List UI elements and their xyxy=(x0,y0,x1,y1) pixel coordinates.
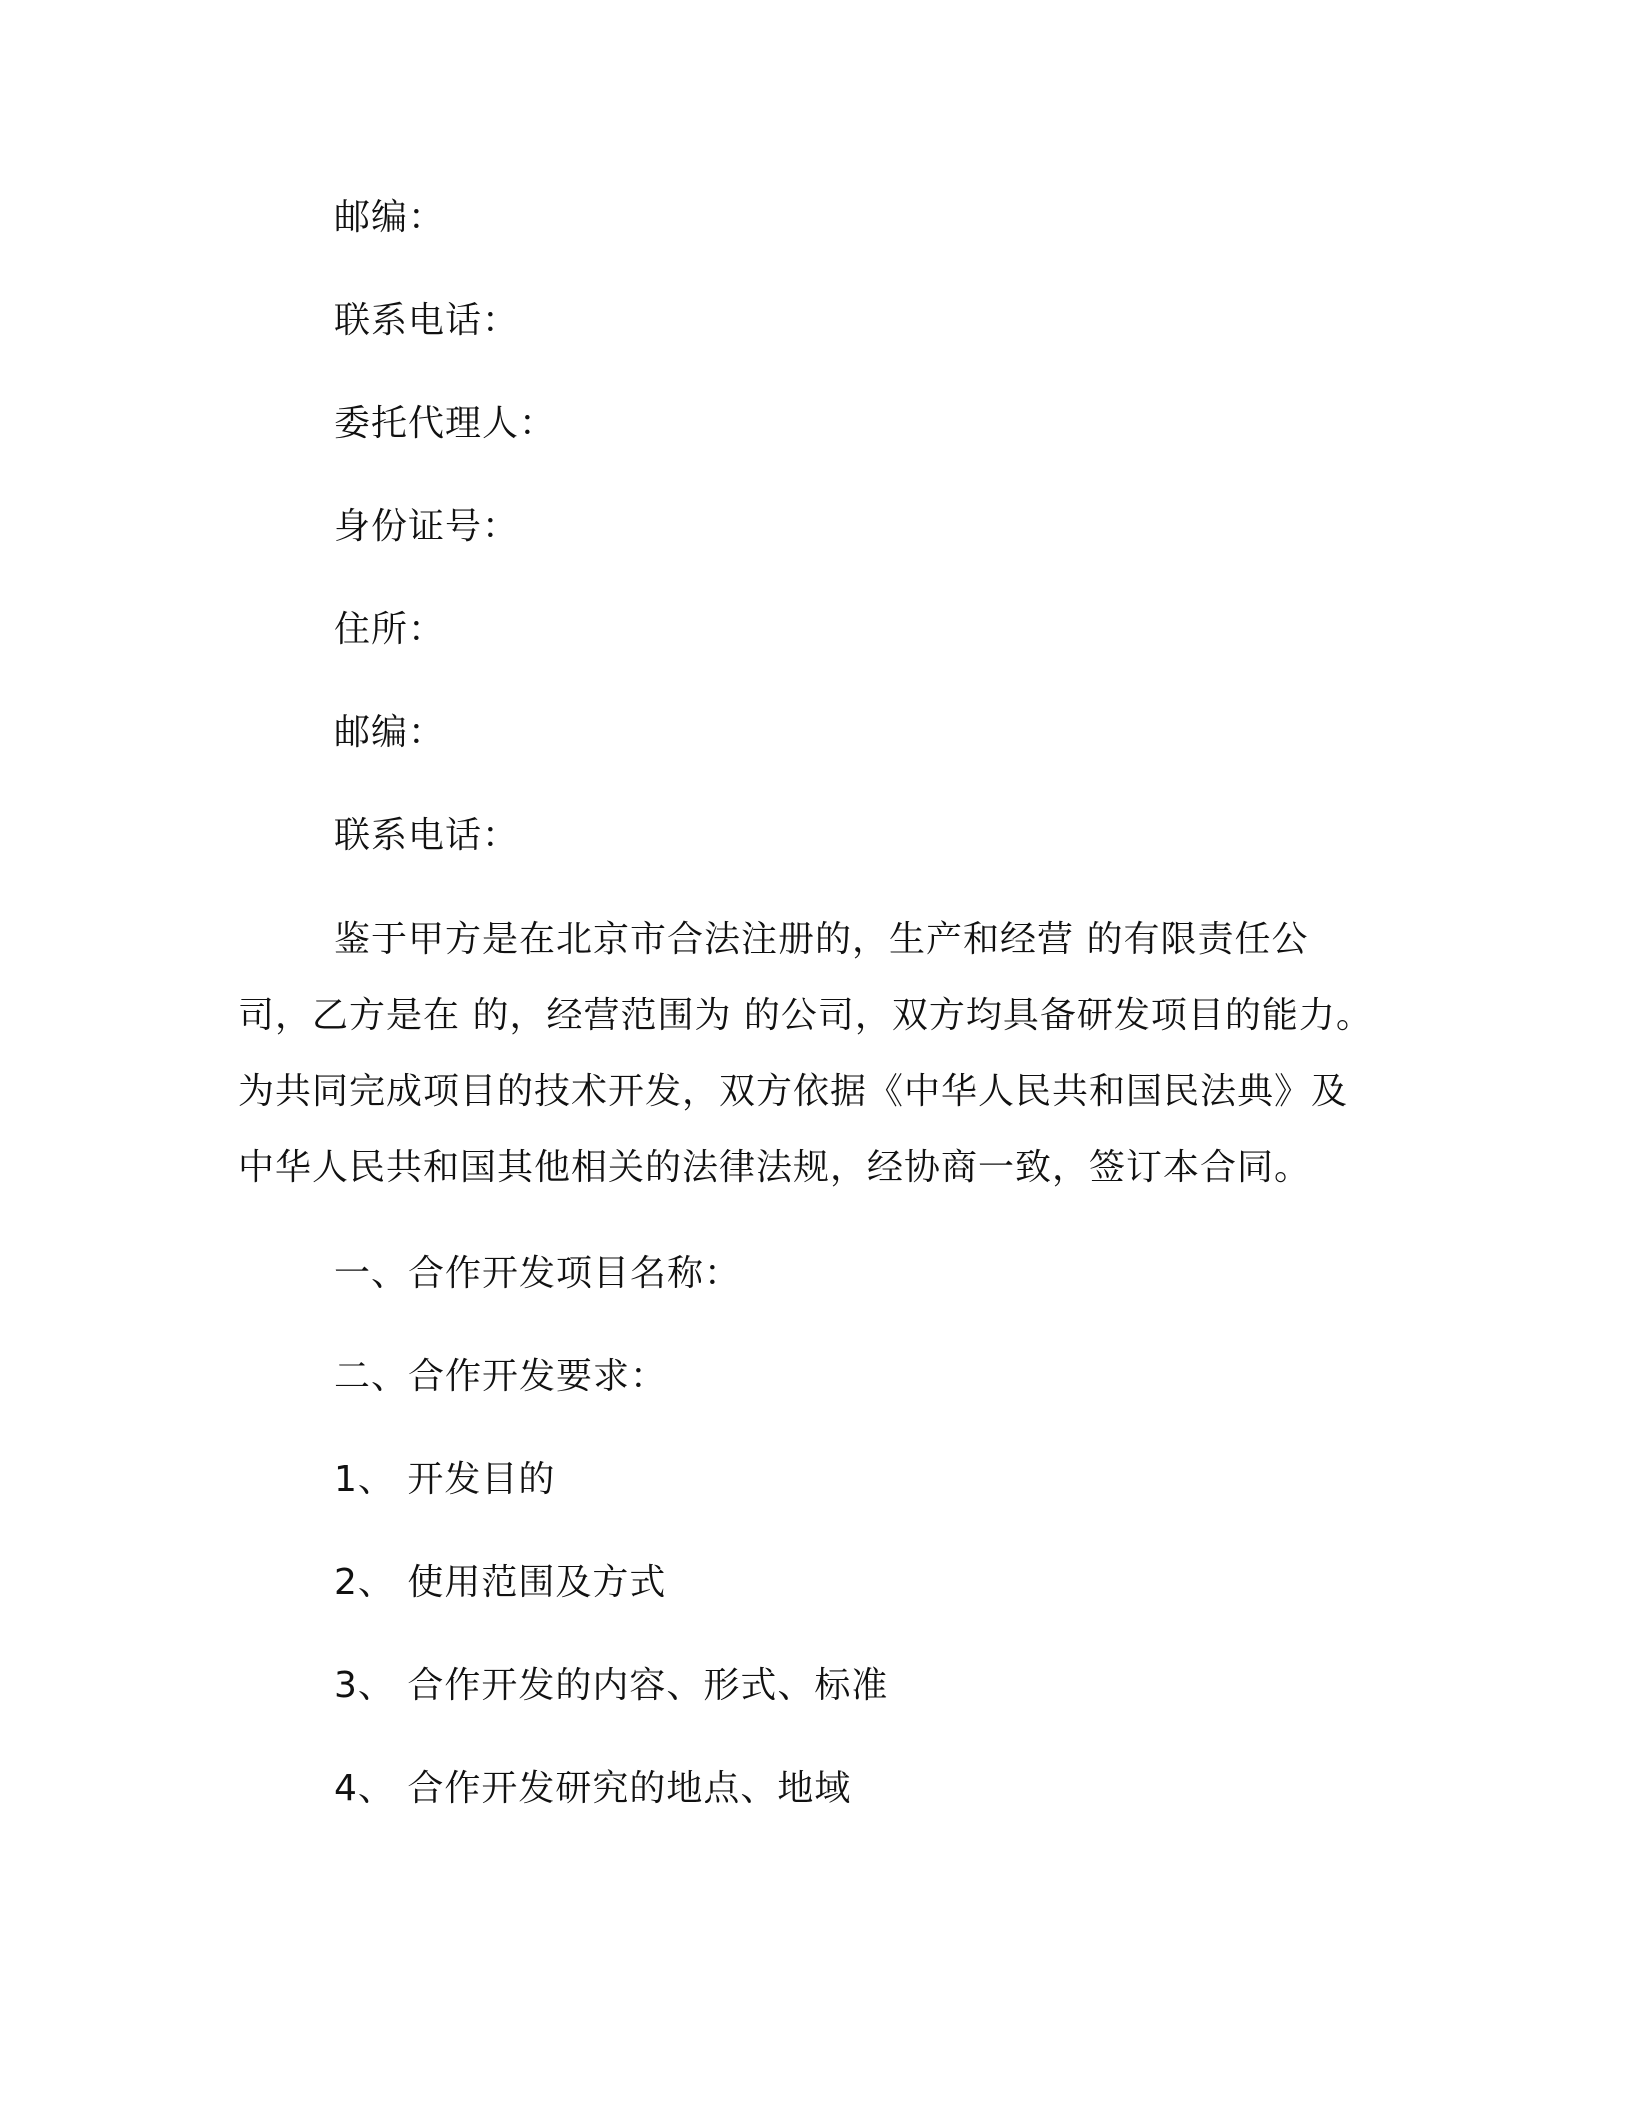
address-label: 住所： xyxy=(334,609,446,650)
list-item: 4、 合作开发研究的地点、地域 xyxy=(334,1768,852,1809)
id-number-label: 身份证号： xyxy=(334,506,520,547)
postcode-label-2: 邮编： xyxy=(334,712,446,753)
section-project-name: 一、合作开发项目名称： xyxy=(334,1253,742,1294)
phone-label: 联系电话： xyxy=(334,300,520,341)
list-item: 2、 使用范围及方式 xyxy=(334,1562,667,1603)
preamble-paragraph: 鉴于甲方是在北京市合法注册的，生产和经营 的有限责任公司，乙方是在 的，经营范围为 的公司，双方均具备研发项目的能力。为共同完成项目的技术开发，双方依据《中华人民共和国民法典》及中华人民共和国其他相关的法律法规，经协商一致，签订本合同。 xyxy=(238,919,1373,1188)
list-item: 1、 开发目的 xyxy=(334,1459,556,1500)
list-item: 3、 合作开发的内容、形式、标准 xyxy=(334,1665,889,1706)
agent-label: 委托代理人： xyxy=(334,403,557,444)
section-requirements: 二、合作开发要求： xyxy=(334,1356,668,1397)
phone-label-2: 联系电话： xyxy=(334,815,520,856)
postcode-label: 邮编： xyxy=(334,197,446,238)
